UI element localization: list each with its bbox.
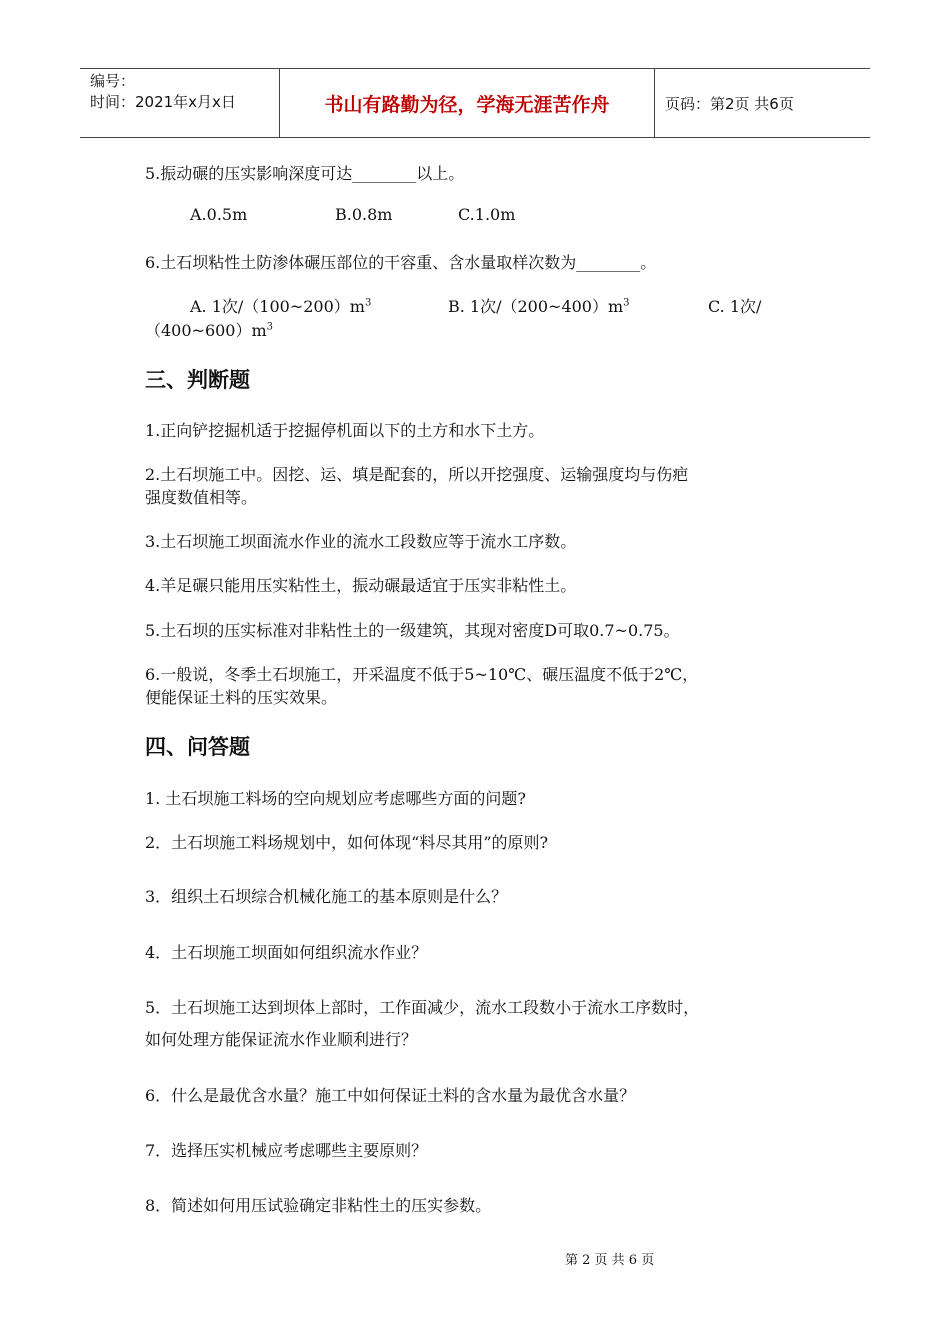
- header-motto: 书山有路勤为径，学海无涯苦作舟: [280, 69, 655, 137]
- q6-option-a: A. 1次$/(100\sim 200)m^3$: [190, 297, 372, 316]
- q5-option-c: C.1.0m: [458, 205, 516, 224]
- question-6: 6.土石坝粘性土防渗体碾压部位的干容重、含水量取样次数为________。: [145, 253, 657, 272]
- judge-item-6: 6.一般说，冬季土石坝施工，开采温度不低于5~10℃、碾压温度不低于2℃，: [145, 665, 699, 684]
- qa-item-5: 5．土石坝施工达到坝体上部时，工作面减少，流水工段数小于流水工序数时，: [145, 998, 700, 1017]
- judge-item-5: 5.土石坝的压实标准对非粘性土的一级建筑，其现对密度D可取0.7~0.75。: [145, 621, 680, 640]
- page-header: [80, 68, 870, 138]
- judge-item-2-cont: 强度数值相等。: [145, 488, 258, 507]
- q6-option-c: C. 1次/: [708, 297, 762, 316]
- qa-item-6: 6．什么是最优含水量？施工中如何保证土料的含水量为最优含水量？: [145, 1086, 636, 1105]
- q6-option-b: B. 1次$/(200\sim 400)m^3$: [448, 297, 630, 316]
- section-qa-title: 四、问答题: [145, 735, 250, 759]
- qa-item-4: 4．土石坝施工坝面如何组织流水作业？: [145, 943, 428, 962]
- q5-option-a: A.0.5m: [190, 205, 248, 224]
- q5-option-b: B.0.8m: [335, 205, 393, 224]
- qa-item-1: 1. 土石坝施工料场的空向规划应考虑哪些方面的问题?: [145, 789, 526, 808]
- page-footer: 第 2 页 共 6 页: [565, 1253, 655, 1268]
- judge-item-1: 1.正向铲挖掘机适于挖掘停机面以下的土方和水下土方。: [145, 421, 545, 440]
- header-left: [80, 69, 280, 137]
- judge-item-2: 2.土石坝施工中。因挖、运、填是配套的，所以开挖强度、运输强度均与伤疤: [145, 465, 689, 484]
- section-judge-title: 三、判断题: [145, 368, 250, 392]
- q6-option-c-cont: $(400\sim 600)m^3$: [145, 321, 274, 340]
- qa-item-5-cont: 如何处理方能保证流水作业顺利进行？: [145, 1030, 418, 1049]
- qa-item-8: 8．简述如何用压试验确定非粘性土的压实参数。: [145, 1196, 492, 1215]
- qa-item-7: 7．选择压实机械应考虑哪些主要原则？: [145, 1141, 428, 1160]
- question-5: 5.振动碾的压实影响深度可达________以上。: [145, 164, 465, 183]
- time-label: 时间：2021年x月x日: [90, 93, 236, 111]
- qa-item-2: 2．土石坝施工料场规划中，如何体现“料尽其用”的原则?: [145, 833, 549, 852]
- judge-item-6-cont: 便能保证土料的压实效果。: [145, 688, 338, 707]
- code-label: 编号：: [90, 72, 136, 90]
- qa-item-3: 3．组织土石坝综合机械化施工的基本原则是什么？: [145, 887, 508, 906]
- judge-item-4: 4.羊足碾只能用压实粘性土，振动碾最适宜于压实非粘性土。: [145, 576, 577, 595]
- judge-item-3: 3.土石坝施工坝面流水作业的流水工段数应等于流水工序数。: [145, 532, 577, 551]
- header-page-label: 页码：第2页 共6页: [665, 94, 794, 113]
